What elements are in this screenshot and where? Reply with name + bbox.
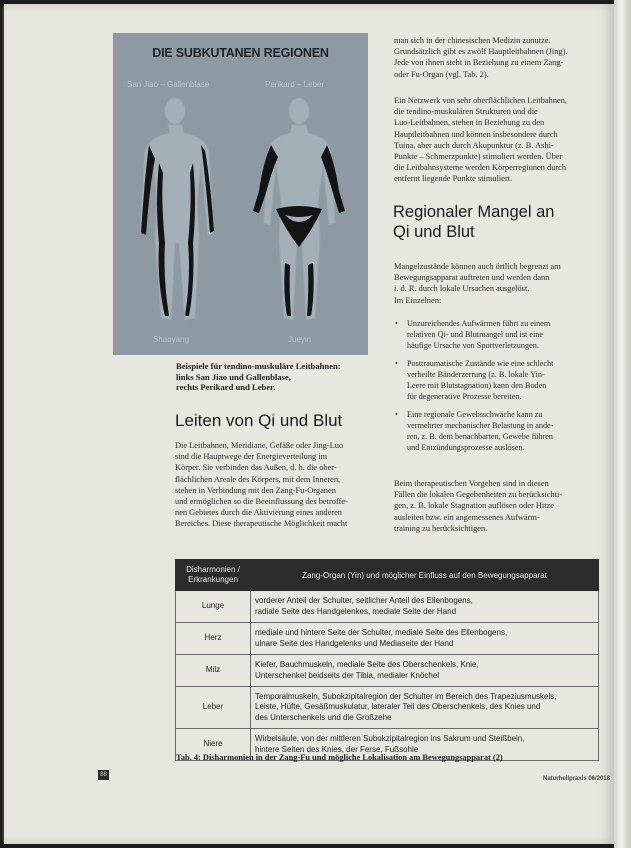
caption-line: Beispiele für tendino-muskuläre Leitbahnen: (176, 361, 341, 371)
text-line: • Eine regionale Gewebsschwäche kann zu (407, 410, 543, 419)
text-line: des Unterschenkels und die Großzehe (255, 712, 392, 722)
column-header-zang-organ: Zang-Organ (Yin) und möglicher Einfluss auf den Bewegungsapparat (251, 560, 599, 591)
body-silhouettes-illustration (113, 33, 368, 355)
text-line: Wirbelsäule, von der mittleren Subokzipitalregion ins Sakrum und Steißbein, (255, 734, 525, 743)
bullet-list (394, 318, 599, 460)
text-line: Bewegungsapparat auftreten und werden dann (394, 273, 550, 283)
text-line: flächlichen Areale des Körpers, mit dem Inneren, (175, 474, 341, 484)
description-cell (251, 655, 599, 687)
text-line: Bereiches. Diese therapeutische Möglichkeit macht (175, 519, 348, 529)
description-cell (251, 623, 599, 655)
text-line: mediale und hintere Seite der Schulter, mediale Seite des Ellenbogens, (255, 628, 508, 637)
mangel-paragraph (394, 261, 599, 306)
text-line: Im Einzelnen: (394, 295, 442, 305)
text-line: man sich in der chinesischen Medizin zunutze. (394, 36, 551, 45)
text-line: relativen Qi- und Blutmangel und ist eine (407, 330, 543, 339)
text-line: Kiefer, Bauchmuskeln, mediale Seite des Oberschenkels, Knie, (255, 660, 479, 669)
organ-cell: Herz (176, 623, 251, 655)
text-line: die tendino-muskulären Strukturen und die (394, 107, 538, 117)
text-line: gen, z. B. lokale Stagnation auflösen oder Hitze (394, 501, 555, 511)
caption-line: rechts Perikard und Leber. (176, 382, 276, 392)
section-heading-qi-blut: Leiten von Qi und Blut (175, 411, 343, 430)
figure-label-left: San Jiao – Gallenblase (127, 80, 210, 89)
caption-line: links San Jiao und Gallenblase, (176, 371, 291, 382)
text-line: i. d. R. durch lokale Ursachen ausgelöst. (394, 284, 530, 294)
table-row (176, 687, 599, 729)
text-line: ausleiten bzw. ein angemessenes Aufwärm- (394, 512, 540, 522)
left-paragraph (175, 440, 370, 530)
text-line: Hauptleitbahnen und können insbesondere durch (394, 129, 558, 139)
right-top-paragraph (394, 35, 599, 80)
text-line: Grundsätzlich gibt es zwölf Hauptleitbahnen (Jing). (394, 47, 568, 57)
text-line: Fällen die lokalen Gegebenheiten zu berücksichti- (394, 490, 563, 500)
column-header-disharmonien: Disharmonien / Erkrankungen (176, 560, 251, 591)
text-line: stehen in Verbindung mit den Zang-Fu-Organen (175, 485, 336, 495)
text-line: sind die Hauptwege der Energieverteilung im (175, 452, 328, 462)
bullet-item (394, 318, 599, 351)
text-line: training zu berücksichtigen. (394, 523, 488, 533)
organ-cell: Niere (176, 729, 251, 761)
figure-label-shaoyang: Shaoyang (153, 335, 190, 344)
figure-title: DIE SUBKUTANEN REGIONEN (152, 46, 329, 60)
heading-line: Qi und Blut (393, 223, 475, 241)
text-line: Die Leitbahnen, Meridiane, Gefäße oder Jing-Luo (175, 441, 344, 450)
text-line: Mangelzustände können auch örtlich begrenzt am (394, 262, 561, 271)
heading-line: Regionaler Mangel an (393, 203, 555, 221)
text-line: und Entzündungsprozesse auslösen. (407, 443, 525, 452)
figure-label-jueyin: Jueyin (288, 335, 312, 344)
therapy-paragraph (394, 478, 599, 534)
page-number: 88 (98, 770, 109, 780)
figure-label-right: Perikard – Leber (265, 80, 325, 89)
bullet-item (394, 409, 599, 453)
text-line: Beim therapeutischen Vorgehen sind in diesen (394, 479, 549, 488)
text-line: ren, z. B. dem benachbarten, Gewebe führen (407, 432, 553, 441)
text-line: Luo-Leitbahnen, stehen in Beziehung zu den (394, 118, 545, 128)
text-line: Körper. Sie verbinden das Außen, d. h. die ober- (175, 463, 337, 473)
text-line: nen Gebietes durch die Aktivierung eines anderen (175, 508, 342, 518)
text-line: • Posttraumatische Zustände wie eine schlecht (407, 359, 554, 368)
text-line: vermehrter mechanischer Belastung in ande- (407, 421, 554, 430)
text-line: häufige Ursache von Sportverletzungen. (407, 341, 539, 350)
subcutaneous-regions-figure (113, 33, 368, 355)
table-header-row (176, 560, 599, 591)
text-line: und ermöglichen so die Beeinflussung des betroffe- (175, 497, 348, 507)
text-line: ulnare Seite des Handgelenks und Mediaseite der Hand (255, 638, 454, 648)
text-line: für degenerative Prozesse bereiten. (407, 392, 522, 401)
bullet-item (394, 358, 599, 402)
footer-issue: Naturheilpraxis 06/2018 (543, 776, 611, 782)
text-line: Punkte – Schmerzpunkte) stimuliert werden. Über (394, 152, 563, 162)
text-line: Leere mit Blutstagnation) kann den Boden (407, 381, 547, 390)
organ-cell: Lunge (176, 591, 251, 623)
organ-cell: Leber (176, 687, 251, 729)
page-edge (614, 0, 631, 848)
text-line: Jede von ihnen steht in Beziehung zu einem Zang- (394, 58, 564, 68)
text-line: Temporalmuskeln, Subokzipitalregion der Schulter im Bereich des Trapeziusmuskels, (255, 691, 557, 701)
text-line: die Leitbahnsysteme werden Körperregionen durch (394, 163, 567, 173)
table-row (176, 623, 599, 655)
text-line: Leiste, Hüfte, Gesäßmuskulatur, lateraler Teil des Oberschenkels, des Knies und (255, 702, 541, 712)
figure-caption (176, 361, 366, 393)
text-line: Tuina, aber auch durch Akupunktur (z. B. Ashi- (394, 140, 554, 150)
text-line: Unterschenkel beidseits der Tibia, medialer Knöchel (255, 670, 440, 680)
organ-cell: Milz (176, 655, 251, 687)
table-row (176, 655, 599, 687)
description-cell (251, 687, 599, 729)
text-line: hintere Seiten des Knies, der Ferse, Fußsohle (255, 744, 419, 754)
text-line: vorderer Anteil der Schulter, seitlicher Anteil des Ellenbogens, (255, 596, 473, 605)
right-mid-paragraph (394, 95, 599, 185)
description-cell (251, 591, 599, 623)
table-caption: Tab. 4: Disharmonien in der Zang-Fu und mögliche Lokalisation am Bewegungsapparat (2) (176, 753, 503, 762)
disharmony-table (175, 559, 599, 761)
text-line: Ein Netzwerk von sehr oberflächlichen Leitbahnen, (394, 96, 568, 105)
text-line: radiale Seite des Handgelenkes, mediale Seite der Hand (255, 606, 457, 616)
text-line: • Unzureichendes Aufwärmen führt zu einem (407, 319, 551, 328)
table-row (176, 591, 599, 623)
text-line: verheilte Bänderzerrung (z. B. lokale Yin- (407, 370, 545, 379)
section-heading-regionaler-mangel (393, 202, 554, 242)
text-line: oder Fu-Organ (vgl. Tab. 2). (394, 69, 489, 79)
text-line: entfernt liegende Punkte stimuliert. (394, 174, 513, 184)
